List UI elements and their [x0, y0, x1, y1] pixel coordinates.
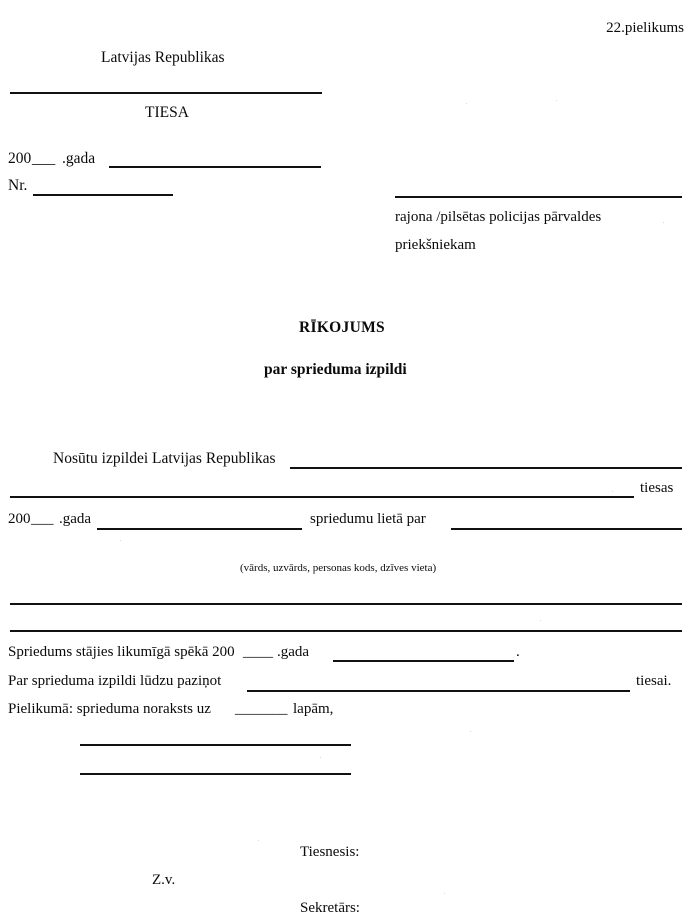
letterhead-date-prefix: 200	[8, 150, 32, 167]
scan-speckle	[320, 757, 321, 758]
legal-force-period: .	[516, 644, 520, 660]
secretary-signature-label: Sekretārs:	[300, 900, 360, 916]
attachment-text-after: lapām,	[293, 701, 334, 717]
scan-speckle	[556, 100, 557, 101]
judge-signature-label: Tiesnesis:	[300, 844, 360, 860]
attachment-text-before: Pielikumā: sprieduma noraksts uz	[8, 701, 211, 717]
legal-force-date-blank[interactable]	[333, 660, 514, 662]
send-line-prefix: Nosūtu izpildei Latvijas Republikas	[53, 450, 276, 467]
judgment-date-prefix: 200	[8, 511, 31, 527]
addressee-blank[interactable]	[395, 196, 682, 198]
court-suffix-label: tiesas	[640, 480, 674, 496]
judgment-case-blank[interactable]	[451, 528, 682, 530]
letterhead-date-suffix: .gada	[62, 150, 96, 167]
scan-speckle	[470, 731, 471, 732]
judgment-case-label: spriedumu lietā par	[310, 511, 426, 527]
letterhead-issuer: Latvijas Republikas	[101, 49, 225, 66]
attachment-extra-blank-1[interactable]	[80, 744, 351, 746]
letterhead-date-year-blank[interactable]: ___	[32, 150, 56, 167]
document-subtitle: par sprieduma izpildi	[264, 361, 407, 378]
scan-speckle	[466, 103, 467, 104]
scan-speckle	[120, 540, 121, 541]
addressee-line-1: rajona /pilsētas policijas pārvaldes	[395, 209, 602, 225]
letterhead-court-word: TIESA	[145, 104, 189, 121]
scan-speckle	[444, 893, 445, 894]
addressee-line-2: priekšniekam	[395, 237, 476, 253]
notify-text-after: tiesai.	[636, 673, 672, 689]
appendix-number: 22.pielikums	[606, 20, 684, 36]
legal-force-text-after: .gada	[277, 644, 310, 660]
notify-blank[interactable]	[247, 690, 630, 692]
judgment-date-suffix: .gada	[59, 511, 92, 527]
scan-speckle	[663, 222, 664, 223]
send-line-blank[interactable]	[290, 467, 682, 469]
letterhead-date-blank[interactable]	[109, 166, 321, 168]
person-details-blank-1[interactable]	[10, 603, 682, 605]
letterhead-court-name-blank[interactable]	[10, 92, 322, 94]
scan-speckle	[540, 620, 541, 621]
person-details-blank-2[interactable]	[10, 630, 682, 632]
scan-speckle	[612, 491, 613, 492]
legal-force-year-blank[interactable]: ____	[243, 644, 273, 660]
letterhead-number-blank[interactable]	[33, 194, 173, 196]
attachment-pages-blank[interactable]: _______	[235, 701, 288, 717]
document-title: RĪKOJUMS	[299, 319, 385, 336]
scan-speckle	[258, 840, 259, 841]
attachment-extra-blank-2[interactable]	[80, 773, 351, 775]
letterhead-number-label: Nr.	[8, 177, 28, 194]
legal-force-text-before: Spriedums stājies likumīgā spēkā 200	[8, 644, 235, 660]
court-name-blank[interactable]	[10, 496, 634, 498]
person-details-caption: (vārds, uzvārds, personas kods, dzīves vieta)	[240, 562, 437, 574]
judgment-date-blank[interactable]	[97, 528, 302, 530]
seal-label: Z.v.	[152, 872, 176, 888]
judgment-date-year-blank[interactable]: ___	[31, 511, 54, 527]
notify-text-before: Par sprieduma izpildi lūdzu paziņot	[8, 673, 222, 689]
